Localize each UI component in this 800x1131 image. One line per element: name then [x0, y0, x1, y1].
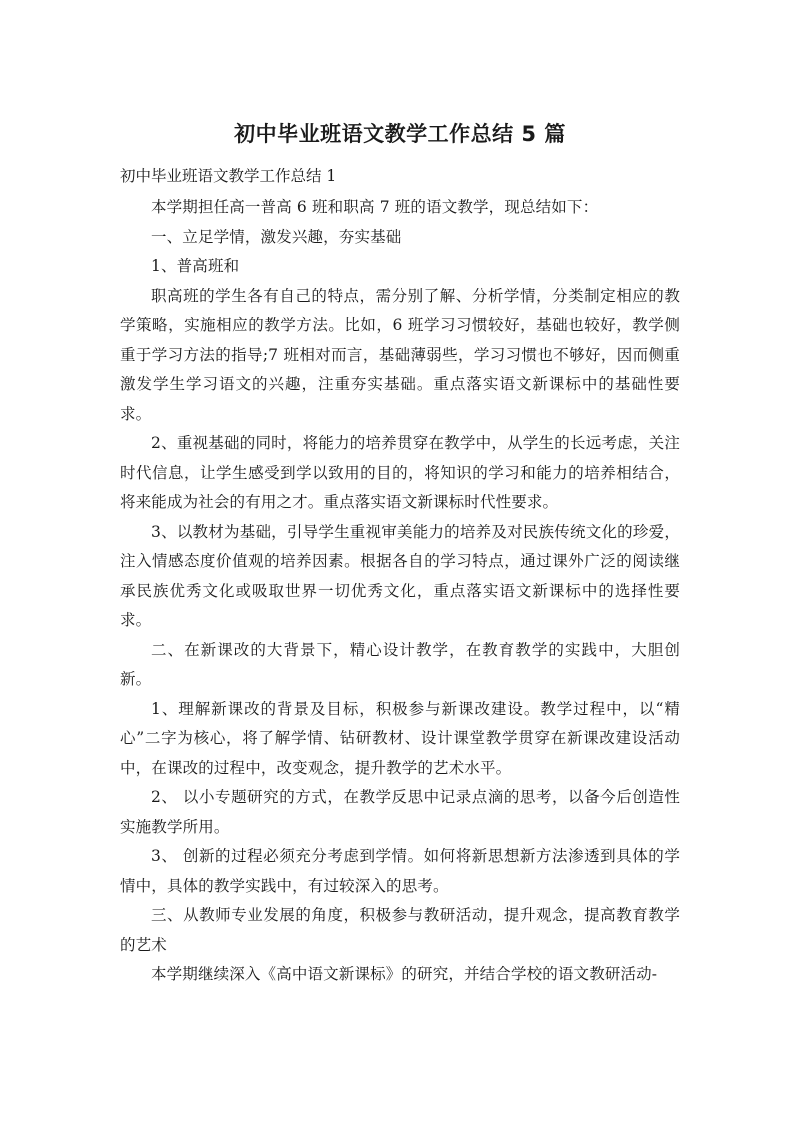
paragraph: 1、理解新课改的背景及目标，积极参与新课改建设。教学过程中，以“精心”二字为核心，将了解学情、钻研教材、设计课堂教学贯穿在新课改建设活动中，在课改的过程中，改变观念，提升教学的艺术水平。	[120, 699, 680, 777]
document-title: 初中毕业班语文教学工作总结 5 篇	[234, 122, 566, 146]
paragraph: 1、普高班和	[151, 257, 240, 275]
paragraph: 3、以教材为基础，引导学生重视审美能力的培养及对民族传统文化的珍爱，注入情感态度价值观的培养因素。根据各自的学习特点，通过课外广泛的阅读继承民族优秀文化或吸取世界一切优秀文化，重点落实语文新课标中的选择性要求。	[120, 522, 680, 629]
paragraph: 3、 创新的过程必须充分考虑到学情。如何将新思想新方法渗透到具体的学情中，具体的教学实践中，有过较深入的思考。	[120, 847, 680, 895]
document-body	[120, 193, 680, 990]
paragraph: 职高班的学生各有自己的特点，需分别了解、分析学情，分类制定相应的教学策略，实施相应的教学方法。比如，6 班学习习惯较好，基础也较好，教学侧重于学习方法的指导;7 班相对而言，基础薄弱些，学习习惯也不够好，因而侧重激发学生学习语文的兴趣，注重夯实基础。重点落实语文新课标中的基础性要求。	[120, 286, 680, 423]
section-heading: 二、在新课改的大背景下，精心设计教学，在教育教学的实践中，大胆创新。	[120, 640, 680, 688]
paragraph: 本学期继续深入《高中语文新课标》的研究，并结合学校的语文教研活动-	[151, 965, 658, 983]
paragraph: 本学期担任高一普高 6 班和职高 7 班的语文教学，现总结如下：	[151, 198, 599, 216]
section-heading: 三、从教师专业发展的角度，积极参与教研活动，提升观念，提高教育教学的艺术	[120, 906, 680, 954]
paragraph: 2、重视基础的同时，将能力的培养贯穿在教学中，从学生的长远考虑，关注时代信息，让学生感受到学以致用的目的，将知识的学习和能力的培养相结合，将来能成为社会的有用之才。重点落实语文新课标时代性要求。	[120, 434, 680, 511]
section-heading: 一、立足学情，激发兴趣，夯实基础	[151, 227, 402, 246]
paragraph: 2、 以小专题研究的方式，在教学反思中记录点滴的思考，以备今后创造性实施教学所用。	[120, 788, 680, 836]
document-subtitle: 初中毕业班语文教学工作总结 1	[120, 167, 337, 185]
